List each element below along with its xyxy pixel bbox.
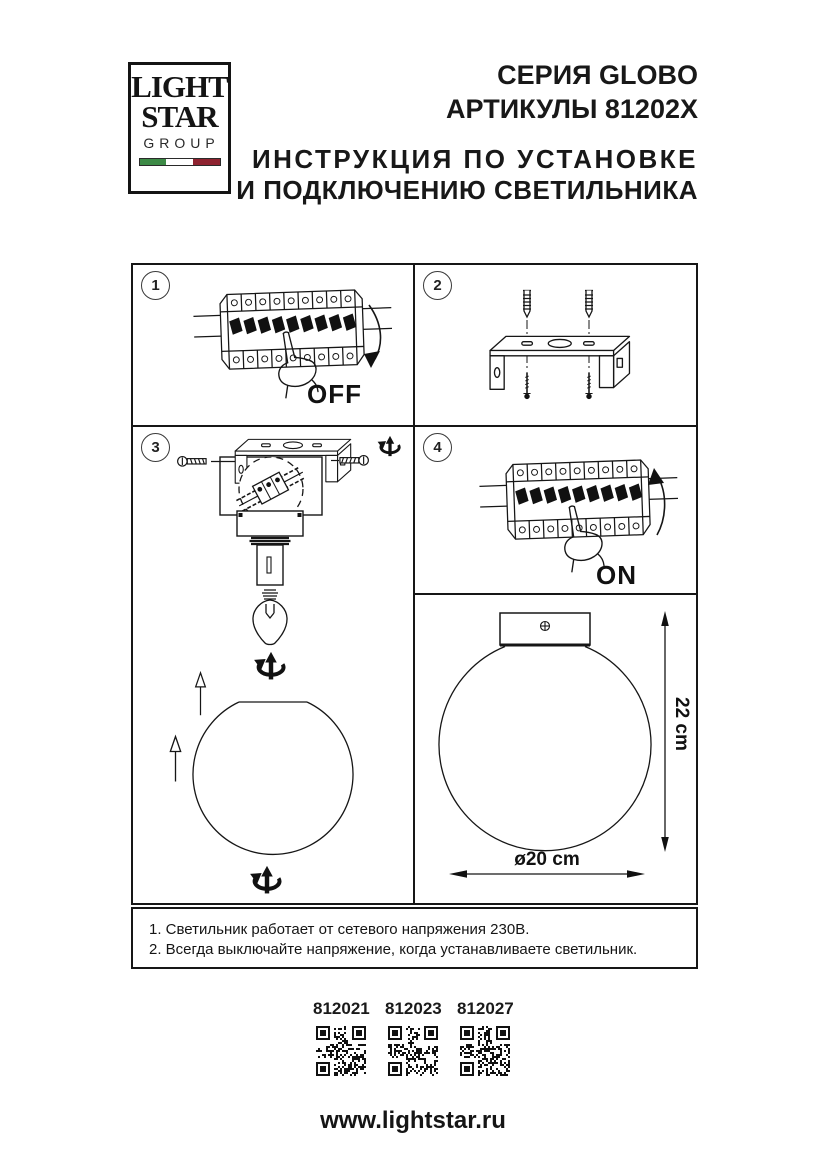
- step-number-badge: 3: [141, 433, 170, 462]
- up-arrow-icon: [170, 737, 180, 782]
- article-code: 812023: [385, 999, 442, 1018]
- italian-flag-icon: [139, 158, 221, 166]
- wall-dowel-icon: [585, 291, 593, 318]
- mounting-bracket-icon: [490, 336, 629, 389]
- note-line: 1. Светильник работает от сетевого напряжения 230В.: [149, 921, 530, 938]
- step-3-panel: [133, 427, 415, 903]
- series-articles: АРТИКУЛЫ 81202X: [446, 94, 698, 124]
- rotate-arrow-icon: [378, 436, 400, 456]
- step-2-panel: [415, 265, 696, 427]
- assembly-illustration: [133, 427, 413, 901]
- logo-word-star: STAR: [141, 99, 218, 134]
- notes-box: [131, 907, 698, 969]
- rotate-arrow-icon: [254, 652, 283, 680]
- article-item: [385, 999, 441, 1081]
- logo-word-group: GROUP: [143, 135, 220, 151]
- step-number-badge: 2: [423, 271, 452, 300]
- breaker-on-illustration: [415, 427, 694, 593]
- threaded-collar: [250, 538, 291, 544]
- height-dimension-label: 22 cm: [671, 697, 692, 751]
- up-arrow-icon: [196, 673, 206, 715]
- step-1-panel: [133, 265, 415, 427]
- rotate-arrow-icon: [250, 866, 279, 894]
- qr-code-icon: [388, 1026, 438, 1076]
- note-line: 2. Всегда выключайте напряжение, когда устанавливаете светильник.: [149, 941, 638, 958]
- logo-word-light: LIGHT: [131, 69, 228, 104]
- page-title: ИНСТРУКЦИЯ ПО УСТАНОВКЕ И ПОДКЛЮЧЕНИЮ СВЕТИЛЬНИКА: [236, 144, 698, 205]
- bulb-icon: [253, 590, 287, 645]
- screw-head-icon: [541, 622, 550, 631]
- step-4-panel: [415, 427, 696, 595]
- step-number-badge: 1: [141, 271, 170, 300]
- screw-icon: [585, 372, 592, 399]
- lightstar-logo: [128, 62, 231, 194]
- screw-icon: [178, 457, 206, 466]
- wall-dowel-icon: [523, 291, 531, 318]
- dimensions-panel: [415, 595, 696, 903]
- article-item: [313, 999, 369, 1081]
- diameter-dimension-arrow: [449, 870, 645, 878]
- website-url: www.lightstar.ru: [320, 1107, 506, 1134]
- article-item: [457, 999, 513, 1081]
- screw-icon: [523, 372, 530, 399]
- instruction-grid: [131, 263, 698, 905]
- article-list: [0, 999, 826, 1081]
- on-label: ON: [596, 560, 637, 590]
- glass-globe: [193, 702, 353, 854]
- qr-code-icon: [460, 1026, 510, 1076]
- circuit-breaker-icon: [193, 289, 393, 371]
- arrow-down-icon: [364, 305, 381, 368]
- article-code: 812027: [457, 999, 514, 1018]
- qr-code-icon: [316, 1026, 366, 1076]
- article-code: 812021: [313, 999, 370, 1018]
- diameter-dimension-label: ø20 cm: [514, 849, 580, 870]
- circuit-breaker-icon: [479, 459, 679, 541]
- breaker-off-illustration: [133, 265, 413, 425]
- glass-globe: [439, 647, 651, 851]
- canopy: [237, 511, 303, 536]
- height-dimension-arrow: [661, 611, 669, 852]
- off-label: OFF: [307, 379, 362, 409]
- series-header: [446, 58, 698, 126]
- bracket-mounting-illustration: [415, 265, 694, 425]
- step-number-badge: 4: [423, 433, 452, 462]
- series-name: СЕРИЯ GLOBO: [497, 60, 698, 90]
